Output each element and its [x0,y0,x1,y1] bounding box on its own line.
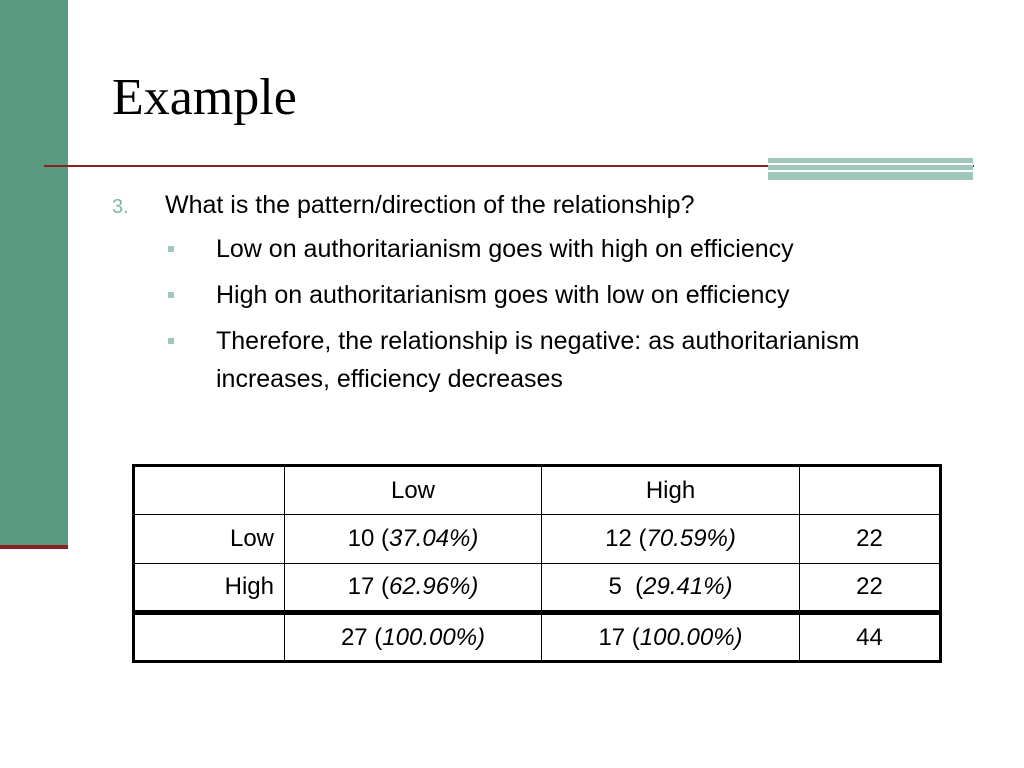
accent-stripes [768,158,973,180]
cell-count: 17 ( [598,623,640,651]
table-cell [542,564,800,613]
table-header-cell: High [542,466,800,515]
bullet-marker [168,292,174,298]
cell-count: 27 ( [340,623,383,651]
table-header-cell [134,466,285,515]
table-cell [285,564,542,613]
sidebar-underline [0,545,68,549]
table-header-cell [800,466,941,515]
cell-percent: 70.59%) [646,525,736,552]
table-total-row [134,613,941,662]
cell-count: 10 ( [347,525,389,552]
table-cell [285,515,542,564]
bullet-item: High on authoritarianism goes with low on efficiency [216,281,790,309]
row-total: 22 [800,564,941,613]
cell-count: 5 ( [608,573,644,600]
bullet-item: Therefore, the relationship is negative: as authoritarianism increases, efficiency decreases [216,327,860,393]
sidebar-decoration [0,0,68,545]
row-label: High [134,564,285,613]
table-header-cell: Low [285,466,542,515]
bullet-marker [168,246,174,252]
row-total: 22 [800,515,941,564]
table-header-row [134,466,941,515]
table-row [134,564,941,613]
table-cell [542,515,800,564]
column-total [542,613,800,662]
cell-count: 12 ( [605,525,647,552]
cell-percent: 29.41%) [643,573,733,600]
cell-percent: 100.00%) [639,623,743,651]
crosstab-table [132,464,942,663]
cell-count: 17 ( [347,573,389,600]
table-row [134,515,941,564]
question-number: 3. [112,196,129,218]
question-text: What is the pattern/direction of the relationship? [165,191,695,219]
bullet-marker [168,338,174,344]
bullet-item: Low on authoritarianism goes with high on efficiency [216,235,794,263]
slide-title: Example [112,69,297,126]
cell-percent: 100.00%) [382,623,486,651]
row-label [134,613,285,662]
cell-percent: 62.96%) [388,573,479,600]
column-total [285,613,542,662]
grand-total: 44 [800,613,941,662]
row-label: Low [134,515,285,564]
cell-percent: 37.04%) [388,525,479,552]
